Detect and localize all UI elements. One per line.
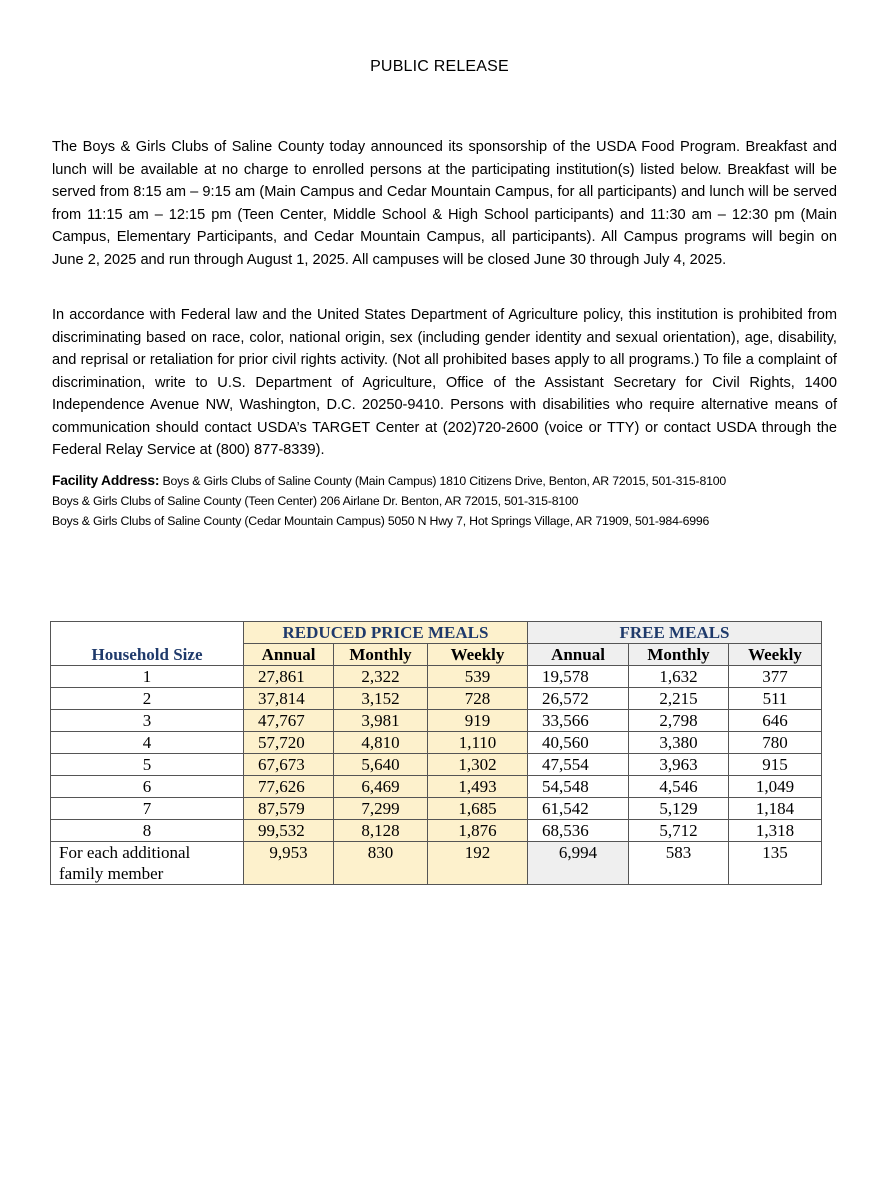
reduced-weekly-cell: 1,302: [428, 754, 528, 776]
additional-label-line2: family member: [59, 864, 164, 883]
reduced-weekly-cell: 1,110: [428, 732, 528, 754]
reduced-monthly-header: Monthly: [334, 644, 428, 666]
household-size-cell: 2: [51, 688, 244, 710]
free-annual-cell: 33,566: [528, 710, 629, 732]
free-monthly-cell: 3,963: [629, 754, 729, 776]
free-monthly-cell: 5,129: [629, 798, 729, 820]
free-annual-header: Annual: [528, 644, 629, 666]
table-body: [51, 666, 822, 842]
free-annual-cell: 26,572: [528, 688, 629, 710]
reduced-weekly-cell: 1,685: [428, 798, 528, 820]
free-monthly-cell: 1,632: [629, 666, 729, 688]
reduced-annual-cell: 57,720: [244, 732, 334, 754]
free-weekly-cell: 1,184: [729, 798, 822, 820]
facility-main-campus: Boys & Girls Clubs of Saline County (Main Campus) 1810 Citizens Drive, Benton, AR 72015, 501-315-8100: [162, 474, 727, 488]
nondiscrimination-paragraph: In accordance with Federal law and the United States Department of Agriculture policy, this institution is prohibited from discriminating based on race, color, national origin, sex (including gender identity and sexual orientation), age, disability, and reprisal or retaliation for prior civil rights activity. (Not all prohibited bases apply to all programs.) To file a complaint of discrimination, write to U.S. Department of Agriculture, Office of the Assistant Secretary for Civil Rights, 1400 Independence Avenue NW, Washington, D.C. 20250-9410. Persons with disabilities who require alternative means of communication should contact USDA’s TARGET Center at (202)720-2600 (voice or TTY) or contact USDA through the Federal Relay Service at (800) 877-8339).: [52, 307, 837, 458]
additional-member-label: [51, 842, 244, 885]
facility-cedar-mountain: Boys & Girls Clubs of Saline County (Cedar Mountain Campus) 5050 N Hwy 7, Hot Springs Village, AR 71909, 501-984-6996: [52, 514, 710, 528]
table-row-additional: [51, 842, 822, 885]
additional-free-monthly: 583: [629, 842, 729, 885]
income-eligibility-table: [50, 621, 822, 885]
table-row: [51, 732, 822, 754]
facility-teen-center: Boys & Girls Clubs of Saline County (Teen Center) 206 Airlane Dr. Benton, AR 72015, 501-315-8100: [52, 494, 579, 508]
household-size-cell: 8: [51, 820, 244, 842]
reduced-weekly-header: Weekly: [428, 644, 528, 666]
reduced-monthly-cell: 2,322: [334, 666, 428, 688]
free-annual-cell: 47,554: [528, 754, 629, 776]
additional-free-annual: 6,994: [528, 842, 629, 885]
free-meals-header: FREE MEALS: [528, 622, 822, 644]
page-title: PUBLIC RELEASE: [370, 58, 509, 75]
reduced-annual-cell: 27,861: [244, 666, 334, 688]
reduced-weekly-cell: 539: [428, 666, 528, 688]
facility-line-main: [52, 471, 852, 491]
reduced-monthly-cell: 3,152: [334, 688, 428, 710]
free-weekly-cell: 1,318: [729, 820, 822, 842]
table-row: [51, 666, 822, 688]
facility-addresses: [52, 471, 852, 531]
reduced-annual-header: Annual: [244, 644, 334, 666]
household-size-cell: 5: [51, 754, 244, 776]
household-size-header: Household Size: [51, 622, 244, 666]
reduced-annual-cell: 67,673: [244, 754, 334, 776]
table-row: [51, 754, 822, 776]
table-row: [51, 820, 822, 842]
additional-free-weekly: 135: [729, 842, 822, 885]
reduced-monthly-cell: 8,128: [334, 820, 428, 842]
reduced-weekly-cell: 728: [428, 688, 528, 710]
reduced-monthly-cell: 6,469: [334, 776, 428, 798]
free-weekly-cell: 646: [729, 710, 822, 732]
free-monthly-cell: 4,546: [629, 776, 729, 798]
additional-reduced-annual: 9,953: [244, 842, 334, 885]
reduced-annual-cell: 37,814: [244, 688, 334, 710]
additional-label-line1: For each additional: [59, 843, 191, 862]
reduced-annual-cell: 87,579: [244, 798, 334, 820]
facility-label: Facility Address:: [52, 473, 160, 488]
household-size-cell: 1: [51, 666, 244, 688]
reduced-monthly-cell: 4,810: [334, 732, 428, 754]
reduced-annual-cell: 77,626: [244, 776, 334, 798]
free-weekly-cell: 377: [729, 666, 822, 688]
free-monthly-cell: 3,380: [629, 732, 729, 754]
announcement-paragraph: The Boys & Girls Clubs of Saline County today announced its sponsorship of the USDA Food Program. Breakfast and lunch will be available at no charge to enrolled persons at the participating institution(s) listed below. Breakfast will be served from 8:15 am – 9:15 am (Main Campus and Cedar Mountain Campus, for all participants) and lunch will be served from 11:15 am – 12:15 pm (Teen Center, Middle School & High School participants) and 11:30 am – 12:30 pm (Main Campus, Elementary Participants, and Cedar Mountain Campus, all participants). All Campus programs will begin on June 2, 2025 and run through August 1, 2025. All campuses will be closed June 30 through July 4, 2025.: [52, 139, 837, 268]
free-annual-cell: 40,560: [528, 732, 629, 754]
free-weekly-cell: 1,049: [729, 776, 822, 798]
household-size-cell: 4: [51, 732, 244, 754]
free-weekly-header: Weekly: [729, 644, 822, 666]
household-size-cell: 3: [51, 710, 244, 732]
free-monthly-header: Monthly: [629, 644, 729, 666]
free-weekly-cell: 511: [729, 688, 822, 710]
free-weekly-cell: 780: [729, 732, 822, 754]
reduced-weekly-cell: 1,493: [428, 776, 528, 798]
table-row: [51, 776, 822, 798]
additional-reduced-monthly: 830: [334, 842, 428, 885]
table-row: [51, 710, 822, 732]
reduced-price-header: REDUCED PRICE MEALS: [244, 622, 528, 644]
additional-reduced-weekly: 192: [428, 842, 528, 885]
table-group-header-row: [51, 622, 822, 644]
free-weekly-cell: 915: [729, 754, 822, 776]
table-row: [51, 798, 822, 820]
free-monthly-cell: 2,798: [629, 710, 729, 732]
free-monthly-cell: 2,215: [629, 688, 729, 710]
reduced-annual-cell: 47,767: [244, 710, 334, 732]
free-annual-cell: 54,548: [528, 776, 629, 798]
reduced-weekly-cell: 919: [428, 710, 528, 732]
free-monthly-cell: 5,712: [629, 820, 729, 842]
reduced-monthly-cell: 5,640: [334, 754, 428, 776]
free-annual-cell: 68,536: [528, 820, 629, 842]
reduced-weekly-cell: 1,876: [428, 820, 528, 842]
household-size-cell: 6: [51, 776, 244, 798]
household-size-cell: 7: [51, 798, 244, 820]
table-row: [51, 688, 822, 710]
free-annual-cell: 61,542: [528, 798, 629, 820]
reduced-monthly-cell: 7,299: [334, 798, 428, 820]
free-annual-cell: 19,578: [528, 666, 629, 688]
reduced-monthly-cell: 3,981: [334, 710, 428, 732]
reduced-annual-cell: 99,532: [244, 820, 334, 842]
